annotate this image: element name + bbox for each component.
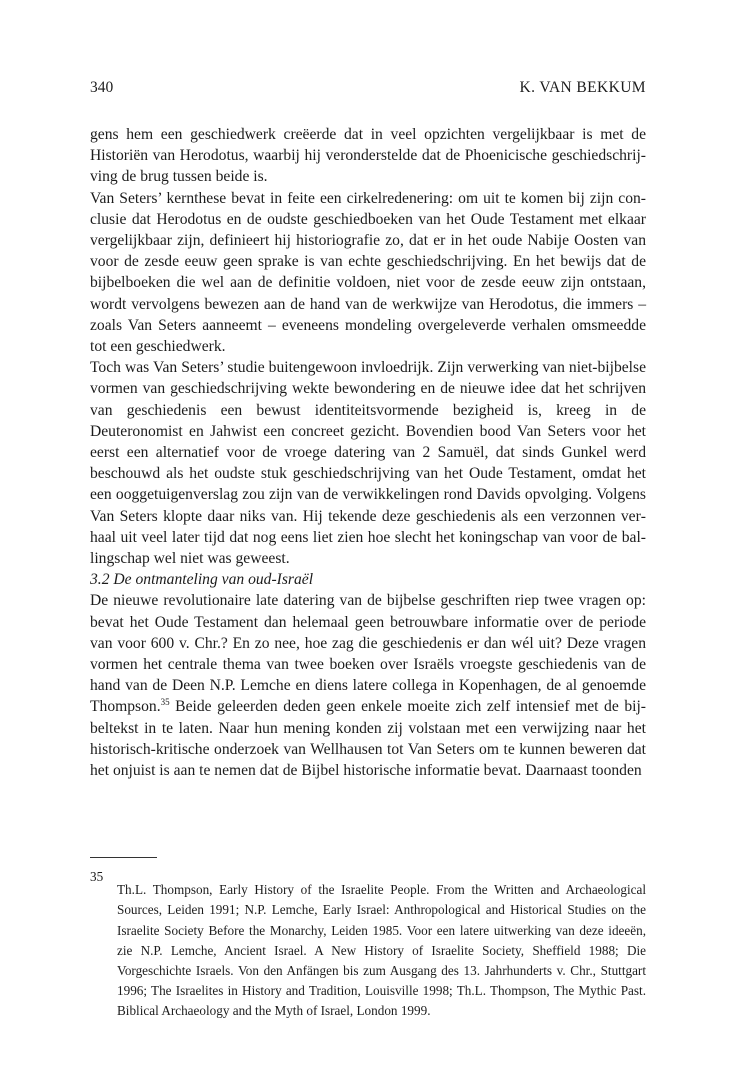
footnote-separator — [90, 857, 157, 858]
paragraph-text-after-note: Beide geleerden deden geen enkele moeite zich zelf intensief met de bijbeltekst in te laten. Naar hun mening konden zij volstaan met een verwijzing naar het historisch-kritische onderzoek van Wellhausen tot Van Seters om te kunnen beweren dat het onjuist is aan te nemen dat de Bijbel historische informatie bevat. Daarnaast toonden — [90, 698, 646, 780]
paragraph-core-thesis: Van Seters’ kernthese bevat in feite een cirkelredenering: om uit te komen bij zijn conclusie dat Herodotus en de oudste geschiedboeken van het Oude Testament met elkaar vergelijkbaar zijn, definieert hij historiografie zo, dat er in het oude Nabije Oosten van voor de zesde eeuw geen sprake is van echte geschiedschrijving. En het bewijs dat de bijbelboeken die wel aan de definitie voldoen, niet voor de zesde eeuw zijn ontstaan, wordt vervolgens bewezen aan de hand van de werkwijze van Herodotus, die immers – zoals Van Seters aanneemt – eveneens mondeling overgeleverde verhalen omsmeedde tot een geschiedwerk. — [90, 189, 646, 356]
footnote-number: 35 — [90, 869, 104, 884]
page-number: 340 — [90, 79, 114, 96]
paragraph-text-before-note: De nieuwe revolutionaire late datering van de bijbelse geschriften riep twee vragen op: bevat het Oude Testament dan helemaal geen betrouwbare informatie over de periode van voor 600 v. Chr.? En zo nee, hoe zag die geschiedenis er dan wél uit? Deze vragen vormen het centrale thema van twee boeken over Israëls vroegste geschiedenis van de hand van de Deen N.P. Lemche en diens latere collega in Kopenhagen, de al genoemde Thompson. — [90, 592, 646, 716]
footnote-reference[interactable]: 35 — [160, 697, 170, 708]
paragraph-continuation: gens hem een geschiedwerk creëerde dat in veel opzichten vergelijkbaar is met de Historiën van Herodotus, waarbij hij veronderstelde dat de Phoenicische geschiedschrijving de brug tussen beide is. — [90, 126, 646, 186]
paragraph-section-intro — [90, 590, 646, 781]
footnote-text: Th.L. Thompson, Early History of the Israelite People. From the Written and Archaeological Sources, Leiden 1991; N.P. Lemche, Early Israel: Anthropological and Historical Studies on the Israelite Society Before the Monarchy, Leiden 1985. Voor een latere uitwerking van deze ideeën, zie N.P. Lemche, Ancient Israel. A New History of Israelite Society, Sheffield 1988; Die Vorgeschichte Israels. Von den Anfängen bis zum Ausgang des 13. Jahrhunderts v. Chr., Stuttgart 1996; The Israelites in History and Tradition, Louisville 1998; Th.L. Thompson, The Mythic Past. Biblical Archaeology and the Myth of Israel, London 1999. — [117, 882, 646, 1019]
paragraph-influence: Toch was Van Seters’ studie buitengewoon invloedrijk. Zijn verwerking van niet-bijbelse vormen van geschiedschrijving wekte bewondering en de nieuwe idee dat het schrijven van geschiedenis een bewust identiteitsvormende bezigheid is, kreeg in de Deuteronomist en Jahwist een concreet gezicht. Bovendien bood Van Seters voor het eerst een alternatief voor de vroege datering van 2 Samuël, dat sinds Gunkel werd beschouwd als het oudste stuk geschiedschrijving van het Oude Testament, omdat het een ooggetuigenverslag zou zijn van de verwikkelingen rond Davids opvolging. Volgens Van Seters klopte daar niks van. Hij tekende deze geschiedenis als een verzonnen verhaal uit veel later tijd dat nog eens liet zien hoe slecht het koningschap van voor de ballingschap wel niet was geweest. — [90, 359, 646, 568]
running-head: K. VAN BEKKUM — [519, 79, 646, 96]
page-header — [90, 78, 646, 102]
footnote — [90, 867, 646, 1035]
section-heading: 3.2 De ontmanteling van oud-Israël — [90, 571, 314, 589]
body-text — [90, 124, 646, 781]
